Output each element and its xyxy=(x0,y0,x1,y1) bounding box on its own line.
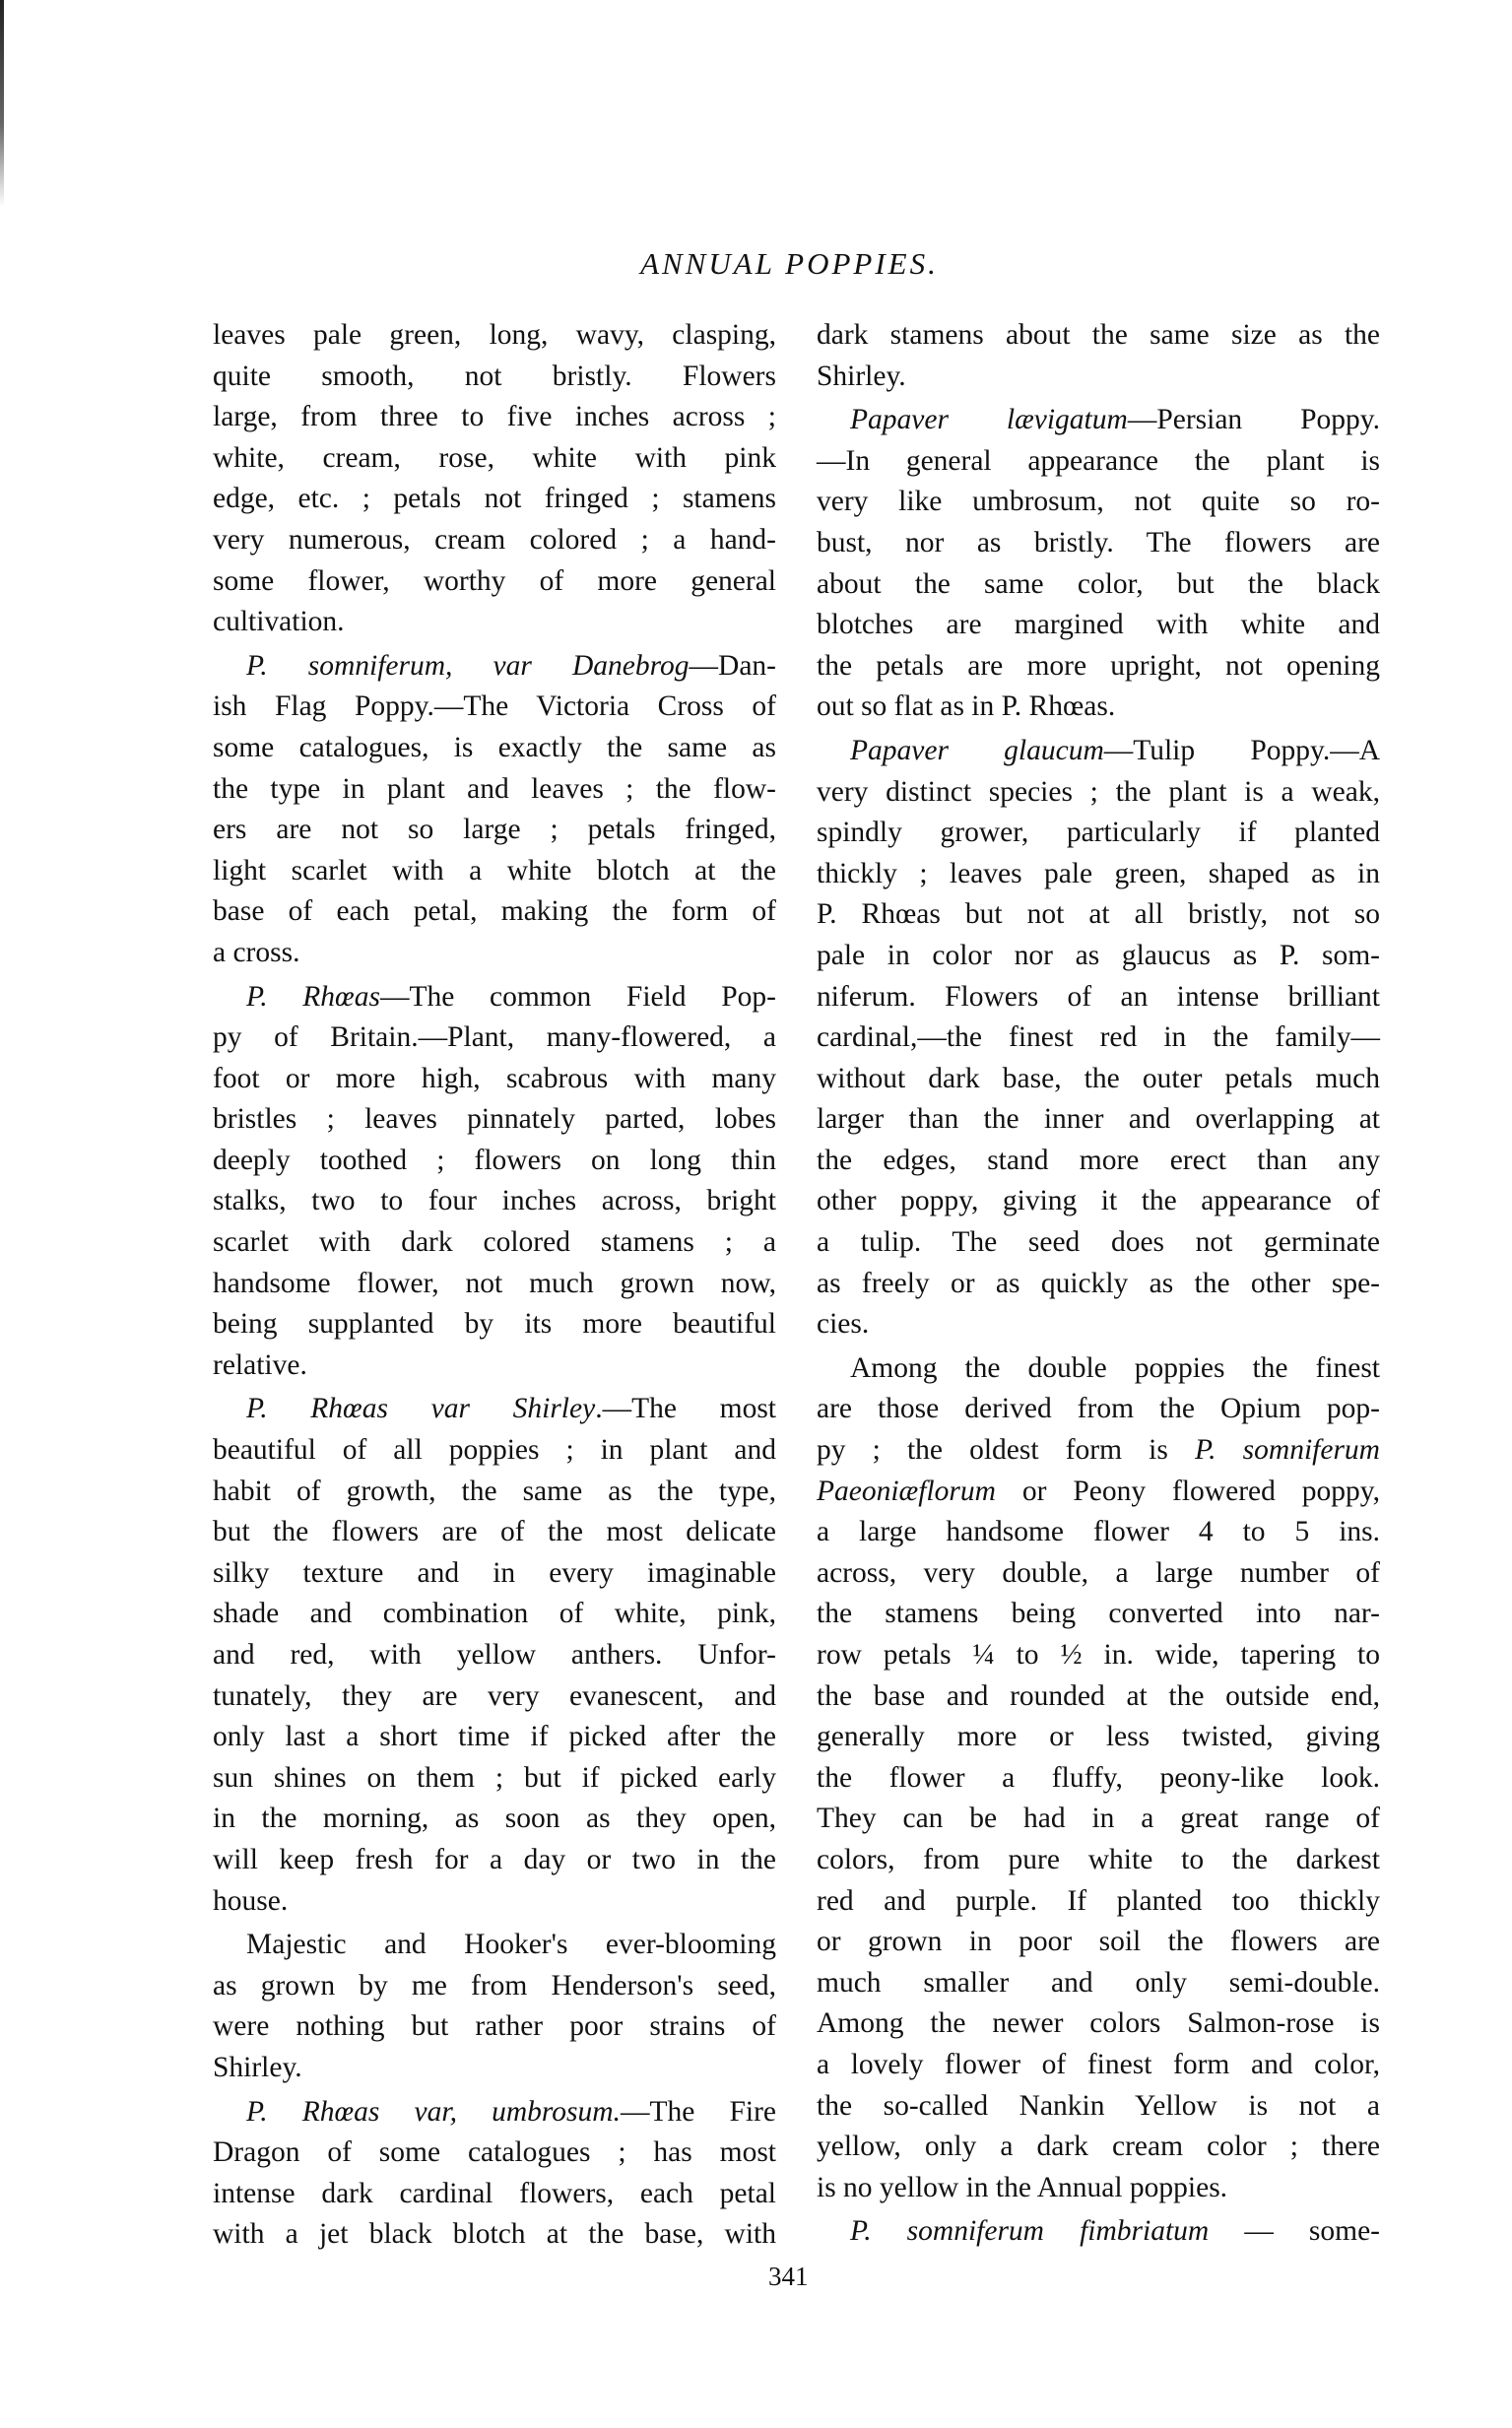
text-line: is no yellow in the Annual poppies. xyxy=(817,2171,1228,2203)
paragraph xyxy=(817,1348,1380,2208)
text-segment: —Persian Poppy. xyxy=(1127,404,1380,436)
text-line: habit of growth, the same as the type, xyxy=(213,1475,776,1507)
text-line: only last a short time if picked after the xyxy=(213,1721,776,1753)
text-line: in the morning, as soon as they open, xyxy=(213,1803,776,1835)
text-line: house. xyxy=(213,1884,289,1917)
text-line: with a jet black blotch at the base, with xyxy=(213,2218,776,2251)
text-line: relative. xyxy=(213,1348,307,1381)
text-line: They can be had in a great range of xyxy=(817,1803,1380,1835)
text-line: will keep fresh for a day or two in the xyxy=(213,1843,776,1875)
paragraph xyxy=(817,2211,1380,2253)
scan-edge-mark xyxy=(0,0,4,207)
text-line: spindly grower, particularly if planted xyxy=(817,817,1380,849)
text-line: P. Rhœas but not at all bristly, not so xyxy=(817,898,1380,931)
text-segment: or Peony flowered poppy, xyxy=(995,1475,1380,1507)
text-line: foot or more high, scabrous with many xyxy=(213,1062,776,1094)
text-line: edge, etc. ; petals not fringed ; stamens xyxy=(213,483,776,515)
text-line: leaves pale green, long, wavy, clasping, xyxy=(213,319,776,351)
text-line: or grown in poor soil the flowers are xyxy=(817,1926,1380,1958)
text-line: red and purple. If planted too thickly xyxy=(817,1884,1380,1917)
text-line: yellow, only a dark cream color ; there xyxy=(817,2131,1380,2163)
text-line: without dark base, the outer petals much xyxy=(817,1062,1380,1094)
text-line: tunately, they are very evanescent, and xyxy=(213,1679,776,1712)
italic-species-name: P. somniferum, var Danebrog xyxy=(246,649,690,682)
text-line: a tulip. The seed does not germinate xyxy=(817,1226,1380,1259)
text-line: Among the double poppies the finest xyxy=(850,1351,1380,1384)
text-line xyxy=(817,1430,1380,1472)
italic-species-name: P. Rhœas xyxy=(246,980,380,1013)
text-line xyxy=(817,2211,1380,2253)
text-line: the type in plant and leaves ; the flow- xyxy=(213,772,776,805)
text-line: generally more or less twisted, giving xyxy=(817,1721,1380,1753)
text-line: about the same color, but the black xyxy=(817,567,1380,600)
text-line: base of each petal, making the form of xyxy=(213,895,776,928)
text-line: light scarlet with a white blotch at the xyxy=(213,854,776,886)
right-column xyxy=(817,315,1380,2256)
text-line: cies. xyxy=(817,1308,870,1341)
running-header: ANNUAL POPPIES. xyxy=(640,246,939,281)
text-line: a large handsome flower 4 to 5 ins. xyxy=(817,1516,1380,1548)
text-line: Shirley. xyxy=(817,360,906,392)
text-line: a cross. xyxy=(213,936,300,968)
text-line: the edges, stand more erect than any xyxy=(817,1144,1380,1176)
text-line: deeply toothed ; flowers on long thin xyxy=(213,1144,776,1176)
text-line: blotches are margined with white and xyxy=(817,609,1380,641)
text-line: silky texture and in every imaginable xyxy=(213,1556,776,1589)
text-line: much smaller and only semi-double. xyxy=(817,1966,1380,1999)
text-line: cardinal,—the finest red in the family— xyxy=(817,1021,1380,1054)
text-line: cultivation. xyxy=(213,606,345,638)
text-line: intense dark cardinal flowers, each petal xyxy=(213,2177,776,2209)
italic-species-name: P. Rhœas var, umbrosum. xyxy=(246,2095,621,2128)
text-segment: .—The most xyxy=(595,1393,776,1425)
text-line: Dragon of some catalogues ; has most xyxy=(213,2136,776,2169)
italic-species-name: P. Rhœas var Shirley xyxy=(246,1393,596,1425)
text-line: bristles ; leaves pinnately parted, lobes xyxy=(213,1103,776,1136)
text-line: py of Britain.—Plant, many-flowered, a xyxy=(213,1021,776,1054)
text-line: row petals ¼ to ½ in. wide, tapering to xyxy=(817,1639,1380,1671)
paragraph xyxy=(213,2092,776,2256)
text-line xyxy=(817,1472,1380,1513)
text-line: other poppy, giving it the appearance of xyxy=(817,1185,1380,1217)
text-line: as freely or as quickly as the other spe- xyxy=(817,1267,1380,1299)
text-line xyxy=(213,977,776,1018)
text-line: were nothing but rather poor strains of xyxy=(213,2010,776,2043)
italic-species-name: Papaver glaucum xyxy=(850,734,1104,766)
text-segment: py ; the oldest form is xyxy=(817,1434,1195,1467)
text-segment: —The Fire xyxy=(620,2095,776,2128)
text-line: —In general appearance the plant is xyxy=(817,444,1380,477)
italic-species-name: P. somniferum fimbriatum xyxy=(850,2215,1210,2248)
text-line: the base and rounded at the outside end, xyxy=(817,1679,1380,1712)
text-line: scarlet with dark colored stamens ; a xyxy=(213,1226,776,1259)
text-line: are those derived from the Opium pop- xyxy=(817,1393,1380,1425)
text-line: sun shines on them ; but if picked early xyxy=(213,1761,776,1794)
left-column xyxy=(213,315,776,2259)
text-line xyxy=(213,1389,776,1430)
text-line xyxy=(817,731,1380,772)
text-line: handsome flower, not much grown now, xyxy=(213,1267,776,1299)
text-line: white, cream, rose, white with pink xyxy=(213,441,776,474)
paragraph xyxy=(213,1389,776,1922)
text-line: the flower a fluffy, peony-like look. xyxy=(817,1761,1380,1794)
text-line: niferum. Flowers of an intense brilliant xyxy=(817,980,1380,1013)
text-line: pale in color nor as glaucus as P. som- xyxy=(817,939,1380,971)
italic-species-name: P. somniferum xyxy=(1194,1434,1380,1467)
text-line: Among the newer colors Salmon-rose is xyxy=(817,2007,1380,2040)
text-line: very like umbrosum, not quite so ro- xyxy=(817,486,1380,518)
text-line: some catalogues, is exactly the same as xyxy=(213,731,776,763)
text-line: the petals are more upright, not opening xyxy=(817,649,1380,682)
text-line: but the flowers are of the most delicate xyxy=(213,1516,776,1548)
italic-species-name: Papaver lævigatum xyxy=(850,404,1128,436)
text-line: the so-called Nankin Yellow is not a xyxy=(817,2089,1380,2122)
text-line: very numerous, cream colored ; a hand- xyxy=(213,523,776,556)
text-line xyxy=(817,400,1380,441)
text-segment: —The common Field Pop- xyxy=(379,980,776,1013)
text-line: large, from three to five inches across ; xyxy=(213,401,776,433)
text-segment: —Dan- xyxy=(689,649,776,682)
text-line: across, very double, a large number of xyxy=(817,1556,1380,1589)
text-line: some flower, worthy of more general xyxy=(213,564,776,597)
text-line: larger than the inner and overlapping at xyxy=(817,1103,1380,1136)
paragraph xyxy=(817,315,1380,397)
paragraph xyxy=(213,977,776,1387)
text-line: ish Flag Poppy.—The Victoria Cross of xyxy=(213,690,776,723)
text-line: as grown by me from Henderson's seed, xyxy=(213,1969,776,2001)
text-line: ers are not so large ; petals fringed, xyxy=(213,814,776,846)
paragraph xyxy=(213,1925,776,2088)
text-line xyxy=(213,2092,776,2133)
text-line: a lovely flower of finest form and color, xyxy=(817,2048,1380,2080)
text-segment: — some- xyxy=(1209,2215,1380,2248)
page-number: 341 xyxy=(768,2262,809,2291)
text-line: beautiful of all poppies ; in plant and xyxy=(213,1434,776,1467)
italic-species-name: Paeoniæflorum xyxy=(817,1475,996,1507)
text-line xyxy=(213,646,776,688)
text-segment: —Tulip Poppy.—A xyxy=(1103,734,1381,766)
paragraph xyxy=(213,646,776,974)
text-line: dark stamens about the same size as the xyxy=(817,319,1380,351)
text-line: colors, from pure white to the darkest xyxy=(817,1843,1380,1875)
text-line: Shirley. xyxy=(213,2051,302,2083)
text-line: Majestic and Hooker's ever-blooming xyxy=(246,1929,776,1961)
text-line: shade and combination of white, pink, xyxy=(213,1598,776,1630)
paragraph xyxy=(213,315,776,643)
text-line: quite smooth, not bristly. Flowers xyxy=(213,360,776,392)
text-line: bust, nor as bristly. The flowers are xyxy=(817,526,1380,558)
text-line: the stamens being converted into nar- xyxy=(817,1598,1380,1630)
paragraph xyxy=(817,400,1380,728)
text-line: being supplanted by its more beautiful xyxy=(213,1308,776,1341)
text-line: and red, with yellow anthers. Unfor- xyxy=(213,1639,776,1671)
text-line: stalks, two to four inches across, bright xyxy=(213,1185,776,1217)
paragraph xyxy=(817,731,1380,1345)
text-line: thickly ; leaves pale green, shaped as in xyxy=(817,857,1380,889)
text-line: out so flat as in P. Rhœas. xyxy=(817,690,1116,723)
text-line: very distinct species ; the plant is a weak, xyxy=(817,775,1380,808)
